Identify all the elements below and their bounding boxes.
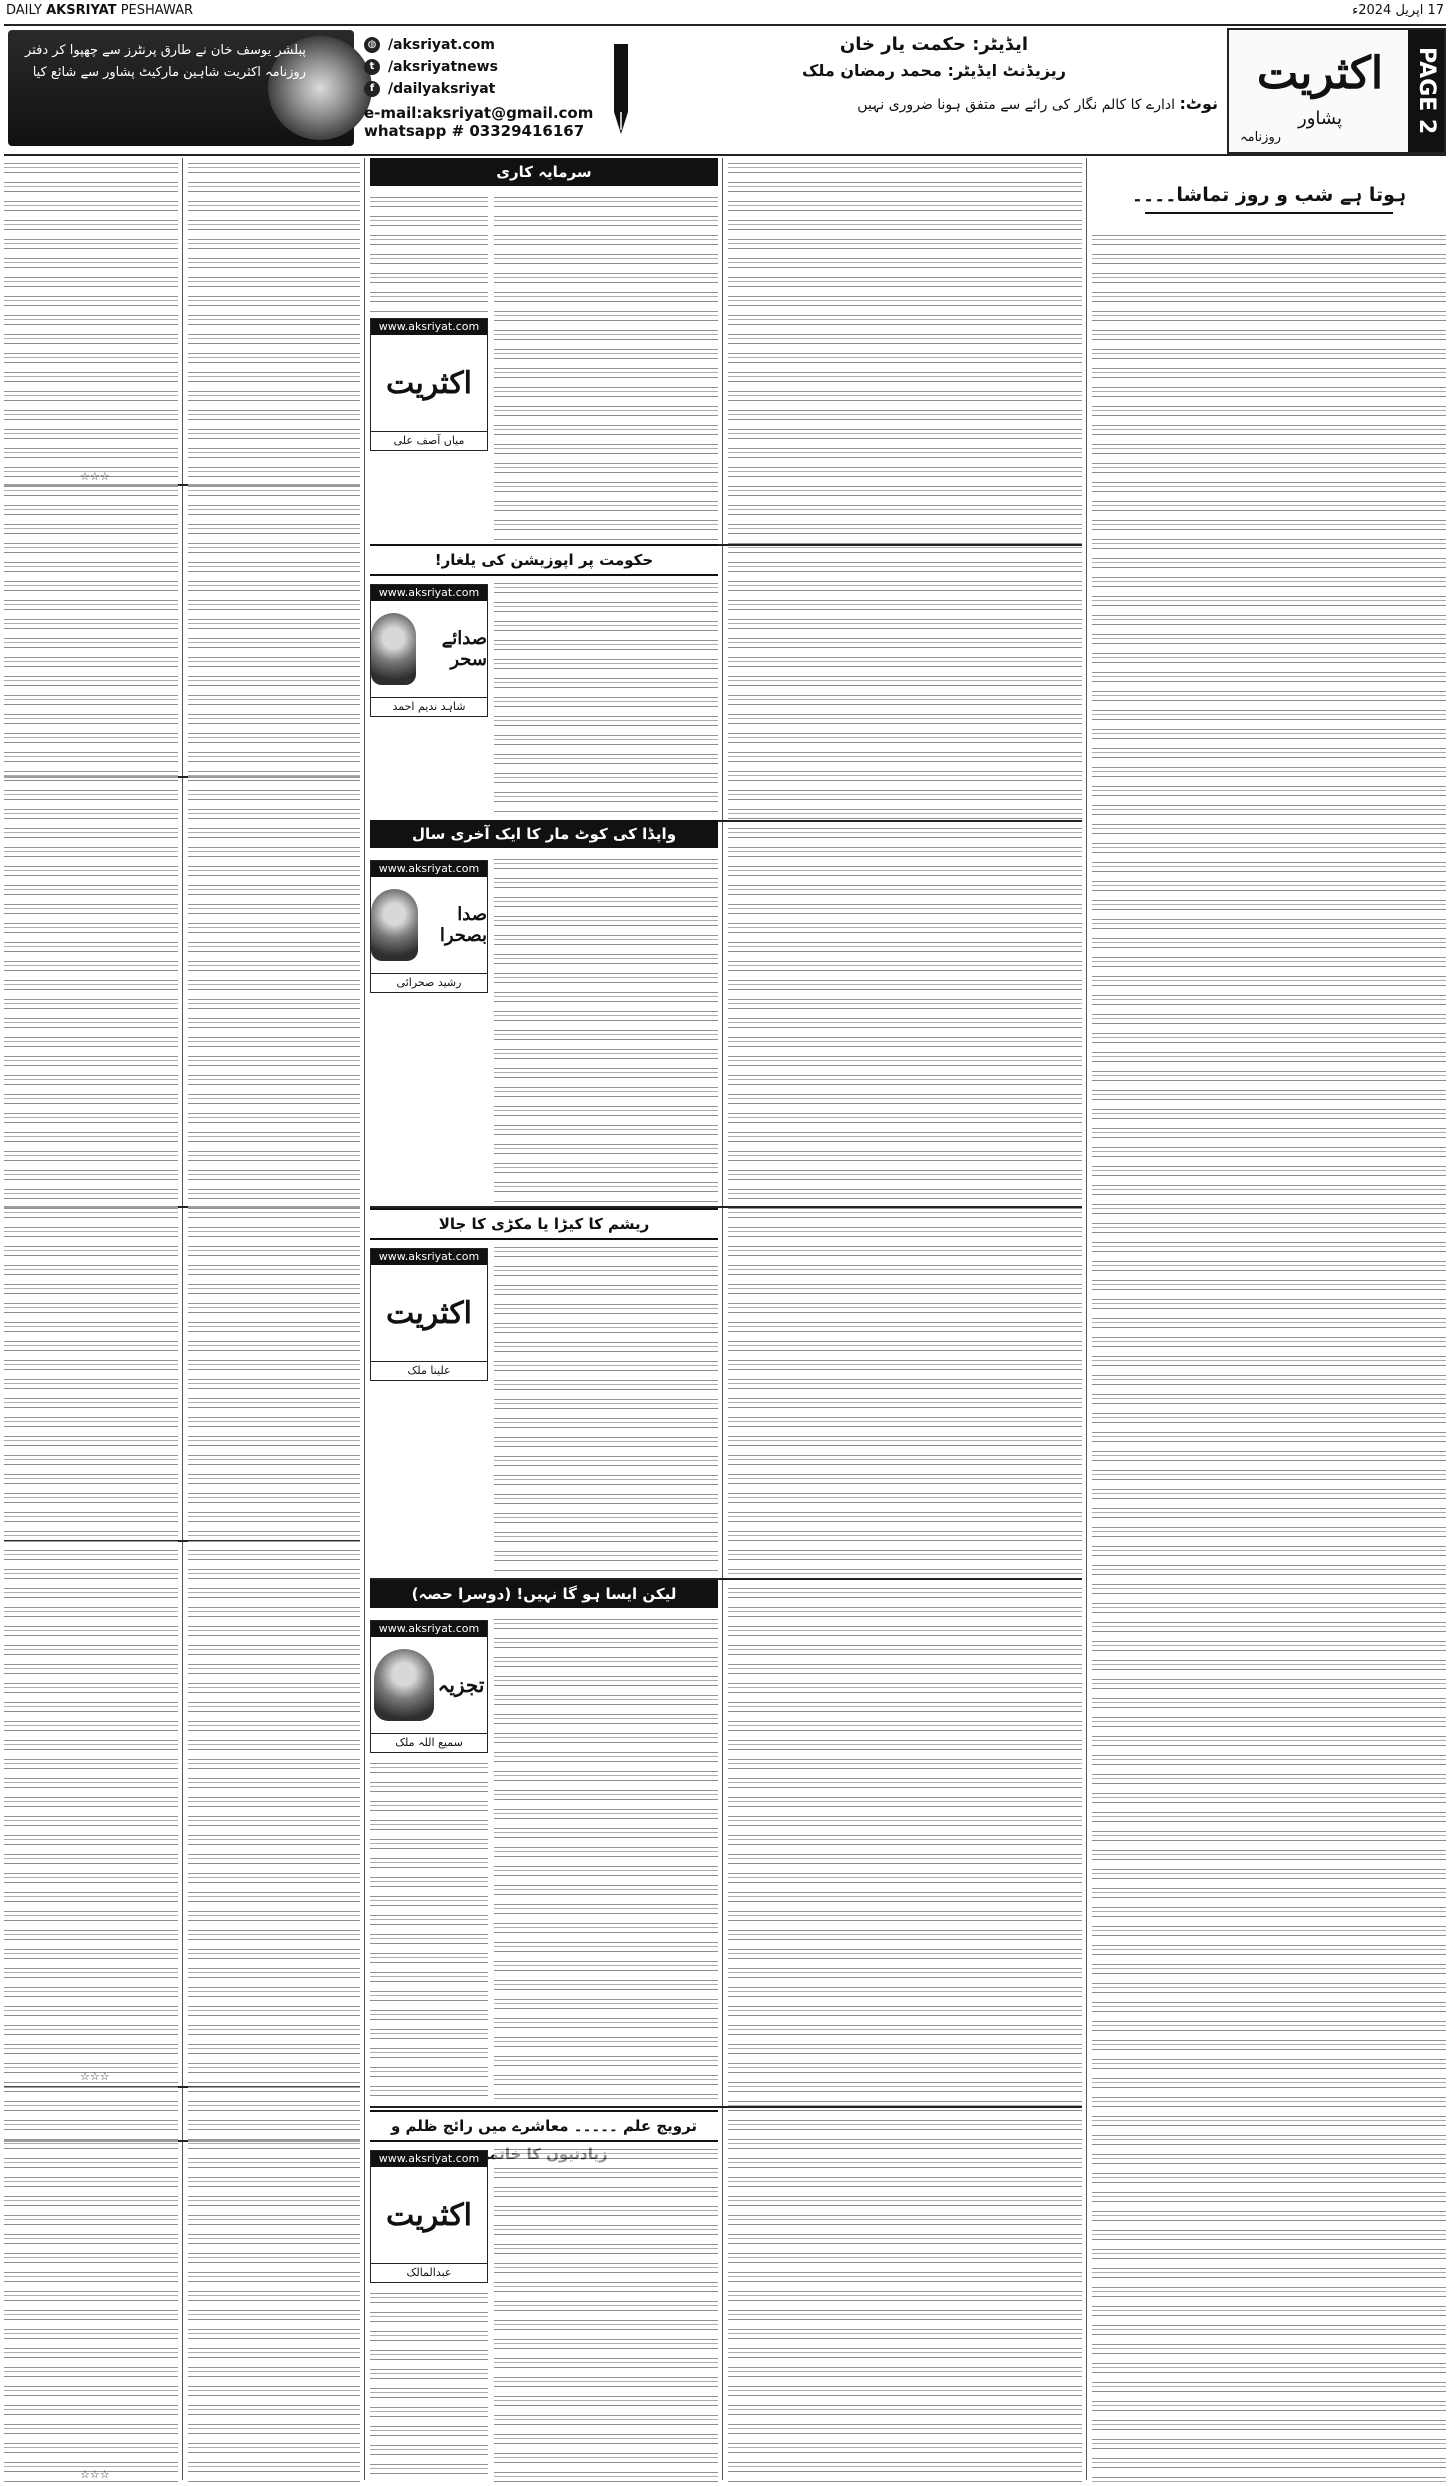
paper-logo: اکثریت [385, 2197, 473, 2233]
article-body [494, 2144, 718, 2482]
article-body [494, 854, 718, 1202]
columnist-photo [374, 1649, 434, 1721]
site-label: www.aksriyat.com [371, 1621, 487, 1637]
whatsapp-line[interactable]: whatsapp # 03329416167 [364, 122, 585, 140]
article-body [370, 192, 488, 312]
columnist-photo [371, 613, 416, 685]
section-end-mark: ☆☆☆ [80, 470, 110, 483]
column-photo-box [370, 584, 488, 717]
column-name: صدا بصحرا [439, 904, 487, 946]
article-header: واپڈا کی کوٹ مار کا ایک آخری سال [370, 820, 718, 848]
note-text: ادارے کا کالم نگار کی رائے سے متفق ہونا ضروری نہیں [857, 97, 1176, 113]
columnist-name: میاں آصف علی [371, 431, 487, 450]
top-brand [6, 3, 193, 18]
logo-art [371, 1265, 487, 1361]
note-label: نوٹ: [1179, 94, 1218, 113]
article-body [494, 192, 718, 542]
editorial-title: ہوتا ہے شب و روز تماشا۔۔۔۔ [1092, 184, 1446, 214]
article-body [370, 1758, 488, 2100]
section-end-mark: ☆☆☆ [80, 2070, 110, 2083]
paper-logo: اکثریت [385, 1295, 473, 1331]
page-tag: PAGE 2 [1408, 30, 1444, 152]
email-line[interactable]: e-mail:aksriyat@gmail.com [364, 104, 594, 122]
article-text-column [728, 158, 1082, 2482]
site-label: www.aksriyat.com [371, 2151, 487, 2167]
column-name: صدائے سحر [441, 628, 487, 670]
continuation-column [4, 158, 178, 2482]
article-header: سرمایہ کاری [370, 158, 718, 186]
website-link[interactable]: /aksriyat.com [388, 37, 495, 53]
top-brand-name: AKSRIYAT [46, 3, 117, 18]
top-brand-prefix: DAILY [6, 3, 42, 18]
column-photo-box [370, 1620, 488, 1753]
twitter-row[interactable] [364, 56, 604, 78]
columnist-name: علینا ملک [371, 1361, 487, 1380]
facebook-icon: f [364, 81, 380, 97]
globe-icon: ◍ [364, 37, 380, 53]
continuation-body [188, 158, 360, 2482]
disclaimer [644, 94, 1224, 113]
paper-logo: اکثریت [385, 365, 473, 401]
column-rule [1086, 158, 1087, 2480]
column-photo-box [370, 860, 488, 993]
continuation-body [4, 158, 178, 2482]
columnist-name: شاہد ندیم احمد [371, 697, 487, 716]
column-rule [722, 158, 723, 2480]
paper-daily: روزنامہ [1240, 130, 1281, 145]
top-brand-city: PESHAWAR [120, 3, 194, 18]
columnist-art [371, 601, 487, 697]
columnist-art [371, 877, 487, 973]
article-body [370, 2288, 488, 2482]
article-header: لیکن ایسا ہو گا نہیں! (دوسرا حصہ) [370, 1580, 718, 1608]
website-row[interactable] [364, 34, 604, 56]
facebook-row[interactable] [364, 78, 604, 100]
pen-icon [604, 42, 638, 138]
editorial-column [1092, 158, 1446, 2482]
article-header: حکومت پر اپوزیشن کی یلغار! [370, 544, 718, 576]
columnist-name: سمیع اللہ ملک [371, 1733, 487, 1752]
issue-date: 17 اپریل 2024ء [1352, 3, 1444, 18]
site-label: www.aksriyat.com [371, 585, 487, 601]
column-photo-box [370, 1248, 488, 1381]
logo-art [371, 335, 487, 431]
editor-block [644, 32, 1224, 146]
masthead [4, 24, 1446, 156]
article-body [494, 1242, 718, 1572]
continuation-column [188, 158, 360, 2482]
section-end-mark: ☆☆☆ [80, 2468, 110, 2481]
paper-city: پشاور [1298, 108, 1342, 129]
paper-name: اکثریت [1256, 48, 1384, 99]
columnist-art [371, 1637, 487, 1733]
logo-art [371, 2167, 487, 2263]
columnist-photo [371, 889, 418, 961]
brand-box [1227, 28, 1446, 154]
contact-block [364, 34, 604, 150]
column-photo-box [370, 318, 488, 451]
article-header: ترویج علم ۔۔۔۔۔ معاشرے میں رائج ظلم و [370, 2110, 718, 2142]
twitter-link[interactable]: /aksriyatnews [388, 59, 498, 75]
column-rule [364, 158, 365, 2480]
column-rule [182, 158, 183, 2480]
twitter-icon: t [364, 59, 380, 75]
article-body [494, 578, 718, 814]
columnist-name: عبدالمالک [371, 2263, 487, 2282]
publisher-banner [8, 30, 354, 146]
site-label: www.aksriyat.com [371, 319, 487, 335]
top-strip [0, 0, 1450, 22]
publisher-text: پبلشر یوسف خان نے طارق پرنٹرز سے چھپوا کر دفتر روزنامہ اکثریت شاہین مارکیٹ پشاور سے شائع کیا [25, 43, 306, 80]
resident-editor-line: ریزیڈنٹ ایڈیٹر: محمد رمضان ملک [801, 61, 1067, 80]
editor-line: ایڈیٹر: حکمت یار خان [839, 34, 1029, 55]
columnist-name: رشید صحرائی [371, 973, 487, 992]
column-photo-box [370, 2150, 488, 2283]
column-name: تجزیہ [437, 1673, 485, 1697]
article-header: ریشم کا کیڑا یا مکڑی کا جالا [370, 1208, 718, 1240]
article-body [728, 158, 1082, 2482]
site-label: www.aksriyat.com [371, 861, 487, 877]
article-body [494, 1614, 718, 2100]
facebook-link[interactable]: /dailyaksriyat [388, 81, 496, 97]
articles-column [370, 158, 718, 2482]
site-label: www.aksriyat.com [371, 1249, 487, 1265]
editorial-body [1092, 230, 1446, 2482]
